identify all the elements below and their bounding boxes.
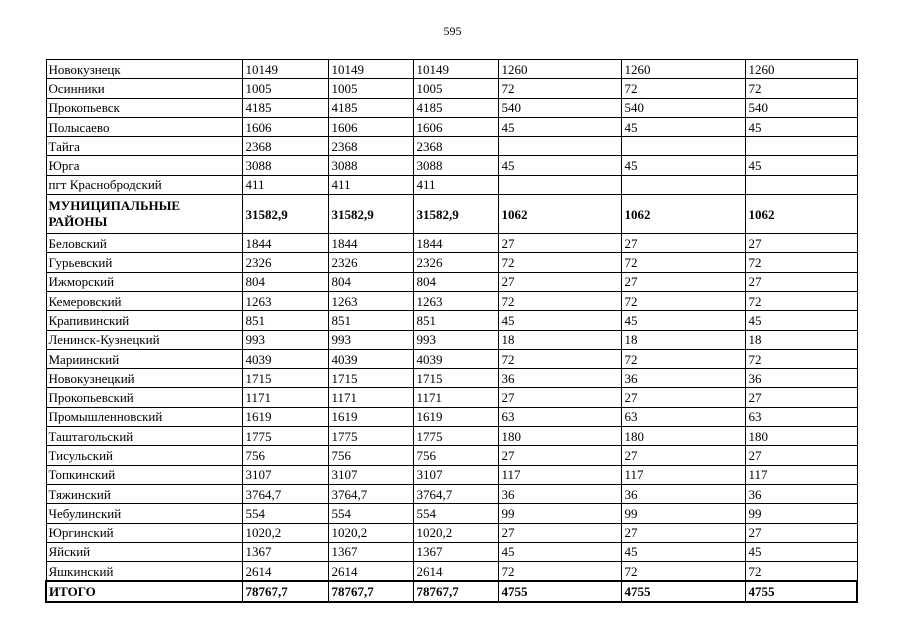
value-cell: 411 <box>242 175 328 194</box>
value-cell: 1171 <box>413 388 498 407</box>
value-cell: 31582,9 <box>328 195 413 234</box>
value-cell: 180 <box>621 427 745 446</box>
value-cell: 36 <box>745 369 857 388</box>
table-row <box>46 253 857 272</box>
value-cell: 851 <box>242 311 328 330</box>
value-cell <box>621 175 745 194</box>
row-label-cell: Промышленновский <box>46 407 242 426</box>
value-cell: 993 <box>242 330 328 349</box>
value-cell: 3764,7 <box>242 484 328 503</box>
value-cell: 45 <box>621 542 745 561</box>
value-cell: 1619 <box>413 407 498 426</box>
value-cell: 45 <box>621 156 745 175</box>
value-cell: 27 <box>498 272 621 291</box>
value-cell: 1367 <box>242 542 328 561</box>
row-label-cell: Беловский <box>46 234 242 253</box>
value-cell: 4755 <box>498 581 621 601</box>
row-label-cell: Гурьевский <box>46 253 242 272</box>
value-cell: 1715 <box>413 369 498 388</box>
value-cell: 804 <box>242 272 328 291</box>
value-cell: 18 <box>498 330 621 349</box>
row-label-cell: Яйский <box>46 542 242 561</box>
value-cell: 72 <box>745 349 857 368</box>
value-cell: 27 <box>745 272 857 291</box>
value-cell: 31582,9 <box>242 195 328 234</box>
value-cell: 1775 <box>242 427 328 446</box>
value-cell: 2368 <box>413 137 498 156</box>
value-cell: 2326 <box>242 253 328 272</box>
value-cell: 45 <box>745 156 857 175</box>
value-cell: 27 <box>621 523 745 542</box>
value-cell: 1171 <box>328 388 413 407</box>
value-cell: 554 <box>413 504 498 523</box>
value-cell: 1263 <box>242 291 328 310</box>
table-row <box>46 349 857 368</box>
value-cell: 2614 <box>328 562 413 582</box>
value-cell: 45 <box>745 542 857 561</box>
value-cell: 72 <box>498 562 621 582</box>
value-cell: 45 <box>745 117 857 136</box>
value-cell: 554 <box>328 504 413 523</box>
value-cell: 45 <box>498 311 621 330</box>
value-cell: 1606 <box>242 117 328 136</box>
row-label-cell: пгт Краснобродский <box>46 175 242 194</box>
value-cell: 72 <box>621 349 745 368</box>
value-cell: 1020,2 <box>328 523 413 542</box>
value-cell: 27 <box>621 272 745 291</box>
row-label-cell: Мариинский <box>46 349 242 368</box>
value-cell: 45 <box>498 156 621 175</box>
row-label-cell: МУНИЦИПАЛЬНЫЕ РАЙОНЫ <box>46 195 242 234</box>
value-cell: 99 <box>498 504 621 523</box>
value-cell: 180 <box>498 427 621 446</box>
table-row <box>46 79 857 98</box>
value-cell: 756 <box>413 446 498 465</box>
value-cell: 72 <box>621 79 745 98</box>
value-cell: 72 <box>498 349 621 368</box>
value-cell: 31582,9 <box>413 195 498 234</box>
value-cell: 117 <box>621 465 745 484</box>
value-cell: 72 <box>745 79 857 98</box>
value-cell: 27 <box>498 446 621 465</box>
value-cell: 1260 <box>621 60 745 79</box>
value-cell: 10149 <box>242 60 328 79</box>
table-row <box>46 388 857 407</box>
row-label-cell: Тайга <box>46 137 242 156</box>
value-cell: 45 <box>621 117 745 136</box>
value-cell: 1619 <box>242 407 328 426</box>
value-cell: 540 <box>621 98 745 117</box>
value-cell: 63 <box>498 407 621 426</box>
row-label-cell: Юрга <box>46 156 242 175</box>
value-cell: 99 <box>621 504 745 523</box>
value-cell: 63 <box>621 407 745 426</box>
value-cell: 1062 <box>498 195 621 234</box>
row-label-cell: Топкинский <box>46 465 242 484</box>
value-cell: 1263 <box>328 291 413 310</box>
value-cell: 117 <box>745 465 857 484</box>
value-cell: 411 <box>328 175 413 194</box>
row-label-cell: Кемеровский <box>46 291 242 310</box>
value-cell: 78767,7 <box>242 581 328 601</box>
value-cell: 117 <box>498 465 621 484</box>
value-cell: 1062 <box>621 195 745 234</box>
row-label-cell: Новокузнецкий <box>46 369 242 388</box>
value-cell: 4039 <box>328 349 413 368</box>
value-cell: 1171 <box>242 388 328 407</box>
table-row <box>46 484 857 503</box>
value-cell: 36 <box>621 484 745 503</box>
value-cell: 72 <box>621 253 745 272</box>
value-cell: 851 <box>413 311 498 330</box>
table-row <box>46 562 857 582</box>
value-cell <box>745 175 857 194</box>
value-cell: 1775 <box>413 427 498 446</box>
value-cell <box>498 175 621 194</box>
value-cell: 78767,7 <box>328 581 413 601</box>
row-label-cell: Тяжинский <box>46 484 242 503</box>
table-row <box>46 523 857 542</box>
table-row <box>46 311 857 330</box>
value-cell: 45 <box>745 311 857 330</box>
value-cell: 36 <box>498 484 621 503</box>
value-cell: 993 <box>328 330 413 349</box>
value-cell: 36 <box>498 369 621 388</box>
value-cell: 45 <box>498 542 621 561</box>
value-cell: 804 <box>413 272 498 291</box>
value-cell <box>621 137 745 156</box>
table-row <box>46 330 857 349</box>
value-cell <box>745 137 857 156</box>
value-cell: 3088 <box>242 156 328 175</box>
value-cell: 2614 <box>413 562 498 582</box>
row-label-cell: Юргинский <box>46 523 242 542</box>
table-row <box>46 175 857 194</box>
value-cell: 99 <box>745 504 857 523</box>
value-cell: 1606 <box>328 117 413 136</box>
value-cell: 1263 <box>413 291 498 310</box>
value-cell: 18 <box>621 330 745 349</box>
value-cell: 1844 <box>242 234 328 253</box>
value-cell: 3764,7 <box>413 484 498 503</box>
value-cell: 3107 <box>242 465 328 484</box>
value-cell: 756 <box>328 446 413 465</box>
value-cell: 4755 <box>621 581 745 601</box>
table-row <box>46 272 857 291</box>
value-cell: 1844 <box>328 234 413 253</box>
value-cell: 3107 <box>413 465 498 484</box>
table-row <box>46 369 857 388</box>
table-row <box>46 542 857 561</box>
value-cell: 27 <box>745 446 857 465</box>
table-row <box>46 117 857 136</box>
row-label-cell: Полысаево <box>46 117 242 136</box>
table-row <box>46 234 857 253</box>
row-label-cell: Новокузнецк <box>46 60 242 79</box>
table-row <box>46 98 857 117</box>
value-cell <box>498 137 621 156</box>
table-row <box>46 407 857 426</box>
value-cell: 540 <box>745 98 857 117</box>
value-cell: 72 <box>745 291 857 310</box>
value-cell: 1619 <box>328 407 413 426</box>
table-body <box>46 60 857 602</box>
value-cell: 18 <box>745 330 857 349</box>
value-cell: 1367 <box>413 542 498 561</box>
table-row <box>46 427 857 446</box>
value-cell: 10149 <box>328 60 413 79</box>
value-cell: 72 <box>621 562 745 582</box>
row-label-cell: Ижморский <box>46 272 242 291</box>
total-row <box>46 581 857 601</box>
value-cell: 1020,2 <box>413 523 498 542</box>
value-cell: 4039 <box>413 349 498 368</box>
value-cell: 1606 <box>413 117 498 136</box>
value-cell: 72 <box>498 253 621 272</box>
value-cell: 1005 <box>242 79 328 98</box>
value-cell: 4185 <box>413 98 498 117</box>
value-cell: 554 <box>242 504 328 523</box>
value-cell: 45 <box>621 311 745 330</box>
value-cell: 1005 <box>413 79 498 98</box>
value-cell: 4039 <box>242 349 328 368</box>
row-label-cell: Крапивинский <box>46 311 242 330</box>
value-cell: 72 <box>621 291 745 310</box>
row-label-cell: Чебулинский <box>46 504 242 523</box>
table-row <box>46 291 857 310</box>
value-cell: 3088 <box>328 156 413 175</box>
table-row <box>46 137 857 156</box>
value-cell: 36 <box>745 484 857 503</box>
row-label-cell: Яшкинский <box>46 562 242 582</box>
value-cell: 27 <box>745 388 857 407</box>
value-cell: 851 <box>328 311 413 330</box>
row-label-cell: Прокопьевск <box>46 98 242 117</box>
value-cell: 27 <box>621 234 745 253</box>
value-cell: 411 <box>413 175 498 194</box>
value-cell: 3107 <box>328 465 413 484</box>
value-cell: 72 <box>498 79 621 98</box>
row-label-cell: ИТОГО <box>46 581 242 601</box>
value-cell: 4755 <box>745 581 857 601</box>
data-table <box>45 59 858 603</box>
value-cell: 993 <box>413 330 498 349</box>
value-cell: 1715 <box>242 369 328 388</box>
value-cell: 804 <box>328 272 413 291</box>
value-cell: 2326 <box>413 253 498 272</box>
value-cell: 72 <box>498 291 621 310</box>
value-cell: 63 <box>745 407 857 426</box>
value-cell: 2368 <box>242 137 328 156</box>
value-cell: 27 <box>498 388 621 407</box>
value-cell: 27 <box>498 234 621 253</box>
row-label-cell: Прокопьевский <box>46 388 242 407</box>
value-cell: 72 <box>745 562 857 582</box>
row-label-cell: Тисульский <box>46 446 242 465</box>
table-row <box>46 446 857 465</box>
table-row <box>46 465 857 484</box>
value-cell: 45 <box>498 117 621 136</box>
table-row <box>46 504 857 523</box>
value-cell: 4185 <box>328 98 413 117</box>
row-label-cell: Ленинск-Кузнецкий <box>46 330 242 349</box>
value-cell: 1260 <box>498 60 621 79</box>
value-cell: 540 <box>498 98 621 117</box>
value-cell: 27 <box>745 234 857 253</box>
value-cell: 3764,7 <box>328 484 413 503</box>
table-row <box>46 60 857 79</box>
value-cell: 1005 <box>328 79 413 98</box>
value-cell: 1775 <box>328 427 413 446</box>
group-header-row <box>46 195 857 234</box>
value-cell: 4185 <box>242 98 328 117</box>
value-cell: 2326 <box>328 253 413 272</box>
value-cell: 27 <box>498 523 621 542</box>
value-cell: 180 <box>745 427 857 446</box>
value-cell: 78767,7 <box>413 581 498 601</box>
value-cell: 27 <box>621 446 745 465</box>
value-cell: 2368 <box>328 137 413 156</box>
value-cell: 27 <box>621 388 745 407</box>
table-row <box>46 156 857 175</box>
value-cell: 1260 <box>745 60 857 79</box>
value-cell: 1844 <box>413 234 498 253</box>
row-label-cell: Таштагольский <box>46 427 242 446</box>
value-cell: 10149 <box>413 60 498 79</box>
value-cell: 1062 <box>745 195 857 234</box>
row-label-cell: Осинники <box>46 79 242 98</box>
value-cell: 72 <box>745 253 857 272</box>
value-cell: 1715 <box>328 369 413 388</box>
value-cell: 36 <box>621 369 745 388</box>
value-cell: 1367 <box>328 542 413 561</box>
value-cell: 27 <box>745 523 857 542</box>
value-cell: 3088 <box>413 156 498 175</box>
value-cell: 756 <box>242 446 328 465</box>
value-cell: 1020,2 <box>242 523 328 542</box>
value-cell: 2614 <box>242 562 328 582</box>
page-number: 595 <box>443 24 462 38</box>
